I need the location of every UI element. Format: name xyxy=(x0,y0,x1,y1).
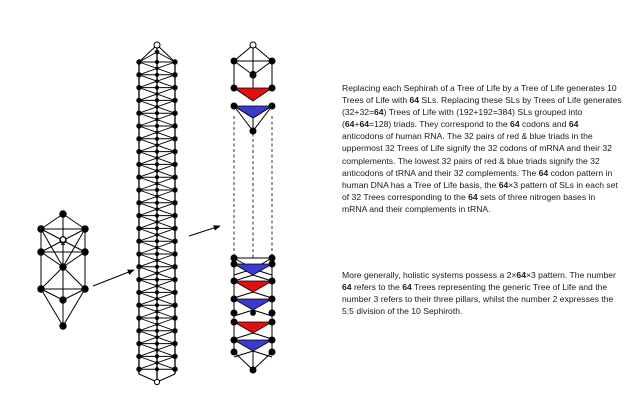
tree-path xyxy=(63,267,85,289)
tower-node xyxy=(155,252,158,255)
tree-glyph: ♀ xyxy=(249,70,257,81)
tower-node xyxy=(156,106,159,109)
tower-node xyxy=(155,124,158,127)
tower-node xyxy=(173,341,177,345)
tower-node xyxy=(156,323,159,326)
tower-node xyxy=(137,85,141,89)
explanation-paragraph-1: Replacing each Sephirah of a Tree of Life by a Tree of Life generates 10 Trees of Life with 64 SLs. Replacing these SLs by Trees of Life generates (32+32=64) Trees of Life with (192+192=384) SLs grouped into (64+64=128) triads. They correspond to the 64 codons and 64 anticodons of human RNA. The 32 pairs of red & blue triads in the uppermost 32 Trees of Life signify the 32 codons of mRNA and their 32 complements. The lowest 32 pairs of red & blue triads signify the 32 anticodons of tRNA and their 32 complements. The 64 codon pattern in human DNA has a Tree of Life basis, the 64×3 pattern of SLs in each set of 32 Trees corresponding to the 64 sets of three nitrogen bases in mRNA and their complements in tRNA. xyxy=(342,83,622,214)
tower-node xyxy=(155,188,158,191)
tower-node xyxy=(156,118,159,121)
tower-node xyxy=(155,278,158,281)
sephirah-node xyxy=(231,255,237,261)
tower-node xyxy=(173,73,177,77)
tower-node xyxy=(173,277,177,281)
sephirah-node xyxy=(269,58,275,64)
tower-node xyxy=(155,214,158,217)
sephirah-node xyxy=(269,319,275,325)
tower-node xyxy=(173,124,177,128)
tower-node xyxy=(137,252,141,256)
tower-node xyxy=(173,367,177,371)
tree-of-life-tower xyxy=(137,42,177,385)
arrow-2 xyxy=(189,226,220,236)
tower-node xyxy=(173,98,177,102)
sephirah-node xyxy=(231,349,237,355)
tower-node xyxy=(156,285,159,288)
red-triad xyxy=(234,281,272,292)
sephirah-node xyxy=(82,249,88,255)
tower-node xyxy=(156,195,159,198)
tower-node xyxy=(137,98,141,102)
tower-node xyxy=(137,226,141,230)
tower-node xyxy=(137,303,141,307)
tower-node xyxy=(156,67,159,70)
tower-node xyxy=(137,175,141,179)
sephirah-node xyxy=(60,264,66,270)
tree-path xyxy=(63,214,85,229)
base-edge xyxy=(234,352,253,370)
tower-node xyxy=(156,157,159,160)
tower-node xyxy=(137,367,141,371)
tower-node xyxy=(137,162,141,166)
tower-node xyxy=(155,368,158,371)
bold-number: 64 xyxy=(498,179,509,190)
sephirah-node xyxy=(38,249,44,255)
sephirah-node xyxy=(269,85,275,91)
sephirah-node xyxy=(231,261,237,267)
tree-path xyxy=(41,267,63,289)
tower-node xyxy=(156,246,159,249)
sephirah-node xyxy=(231,58,237,64)
tower-node xyxy=(155,304,158,307)
tower-node xyxy=(155,60,158,63)
sephirah-node xyxy=(231,103,237,109)
bold-number: 64 xyxy=(402,282,412,293)
tower-node xyxy=(155,240,158,243)
tree-glyph: ♀ xyxy=(58,234,68,248)
red-triad xyxy=(234,322,272,333)
tower-node xyxy=(155,137,158,140)
base-edge xyxy=(253,352,272,370)
tower-node xyxy=(155,316,158,319)
tower-node xyxy=(173,252,177,256)
single-tree-of-life xyxy=(38,211,88,329)
sephirah-node xyxy=(60,297,66,303)
sephirah-node xyxy=(231,319,237,325)
sephirah-node xyxy=(269,349,275,355)
tower-node xyxy=(156,349,159,352)
tower-node xyxy=(155,265,158,268)
red-triad xyxy=(234,88,272,101)
tower-node xyxy=(137,316,141,320)
tower-node xyxy=(173,85,177,89)
tower-node xyxy=(173,316,177,320)
bold-number: 64 xyxy=(374,107,384,118)
tower-node xyxy=(137,137,141,141)
sephirah-node xyxy=(269,261,275,267)
tower-node xyxy=(155,99,158,102)
tower-node xyxy=(156,234,159,237)
tower-node xyxy=(173,162,177,166)
tower-node xyxy=(173,175,177,179)
crown-node xyxy=(250,42,256,48)
sephirah-node xyxy=(231,278,237,284)
tower-node xyxy=(173,354,177,358)
tower-node xyxy=(173,149,177,153)
bold-number: 64 xyxy=(342,282,352,293)
base-node xyxy=(154,379,159,384)
blue-triad xyxy=(234,299,272,310)
sephirah-node xyxy=(250,128,256,134)
tower-node xyxy=(155,227,158,230)
crown-node xyxy=(154,42,160,48)
tree-path xyxy=(234,45,253,61)
sephirah-node xyxy=(231,85,237,91)
bold-number: 64 xyxy=(359,119,370,130)
bold-number: 64 xyxy=(568,119,579,130)
codon-triad-tower xyxy=(231,42,275,373)
tower-node xyxy=(155,329,158,332)
bold-number: 64 xyxy=(344,119,355,130)
tower-node xyxy=(173,265,177,269)
bold-number: 64 xyxy=(409,95,420,106)
tower-node xyxy=(173,137,177,141)
sephirah-node xyxy=(269,103,275,109)
tower-node xyxy=(137,73,141,77)
sephirah-node xyxy=(60,323,66,329)
tower-node xyxy=(156,259,159,262)
arrow-1 xyxy=(93,270,134,286)
tower-node xyxy=(137,277,141,281)
sephirah-node xyxy=(269,278,275,284)
tower-node xyxy=(155,201,158,204)
tower-node xyxy=(155,86,158,89)
bold-number: 64 xyxy=(468,191,478,202)
bold-number: 64 xyxy=(538,167,549,178)
tower-node xyxy=(137,354,141,358)
explanation-paragraph-2: More generally, holistic systems possess a 2×64×3 pattern. The number 64 refers to the 64 Trees representing the generic Tree of Life and the number 3 refers to their three pillars, whilst the number 2 expresses the 5:5 division of the 10 Sephiroth. xyxy=(342,270,616,317)
tower-node xyxy=(155,112,158,115)
blue-triad xyxy=(234,340,272,351)
sephirah-node xyxy=(269,310,275,316)
tower-node xyxy=(156,131,159,134)
tower-node xyxy=(137,239,141,243)
tree-path xyxy=(41,214,63,229)
blue-triad xyxy=(234,106,272,118)
tower-node xyxy=(137,290,141,294)
tower-node xyxy=(173,226,177,230)
tree-path xyxy=(253,45,272,61)
tower-node xyxy=(155,73,158,76)
tower-node xyxy=(173,213,177,217)
tower-node xyxy=(173,290,177,294)
tower-node xyxy=(155,176,158,179)
tower-node xyxy=(137,201,141,205)
tower-node xyxy=(155,150,158,153)
tower-node xyxy=(156,336,159,339)
sephirah-node xyxy=(38,286,44,292)
tower-node xyxy=(173,239,177,243)
tower-node xyxy=(137,124,141,128)
sephirah-node xyxy=(231,310,237,316)
sephirah-node xyxy=(82,286,88,292)
tower-node xyxy=(156,93,159,96)
sephirah-node xyxy=(251,311,256,316)
tower-node xyxy=(137,341,141,345)
tower-node xyxy=(156,362,159,365)
sephirah-node xyxy=(60,211,66,217)
sephirah-node xyxy=(269,296,275,302)
tower-node xyxy=(137,188,141,192)
tower-node xyxy=(156,310,159,313)
tower-node xyxy=(137,329,141,333)
tower-node xyxy=(137,213,141,217)
tower-node xyxy=(173,303,177,307)
sephirah-node xyxy=(231,296,237,302)
tower-node xyxy=(156,170,159,173)
tower-node xyxy=(173,111,177,115)
tower-node xyxy=(173,329,177,333)
tower-node xyxy=(155,342,158,345)
tower-node xyxy=(137,111,141,115)
tower-node xyxy=(156,182,159,185)
tree-path xyxy=(63,252,85,267)
tower-node xyxy=(156,80,159,83)
base-node xyxy=(250,367,256,373)
tower-node xyxy=(156,272,159,275)
tower-node xyxy=(137,149,141,153)
tower-node xyxy=(156,208,159,211)
sephirah-node xyxy=(38,226,44,232)
sephirah-node xyxy=(82,226,88,232)
sephirah-node xyxy=(231,337,237,343)
tower-node xyxy=(155,355,158,358)
bold-number: 64 xyxy=(516,270,526,280)
tower-node xyxy=(155,291,158,294)
tower-node xyxy=(155,163,158,166)
tower-node xyxy=(137,265,141,269)
crown-node xyxy=(155,50,159,54)
bold-number: 64 xyxy=(510,119,520,130)
tree-path xyxy=(41,252,63,267)
tower-node xyxy=(156,144,159,147)
sephirah-node xyxy=(269,337,275,343)
tower-node xyxy=(156,298,159,301)
tower-node xyxy=(173,201,177,205)
sephirah-node xyxy=(269,255,275,261)
tower-node xyxy=(156,221,159,224)
tower-node xyxy=(173,188,177,192)
